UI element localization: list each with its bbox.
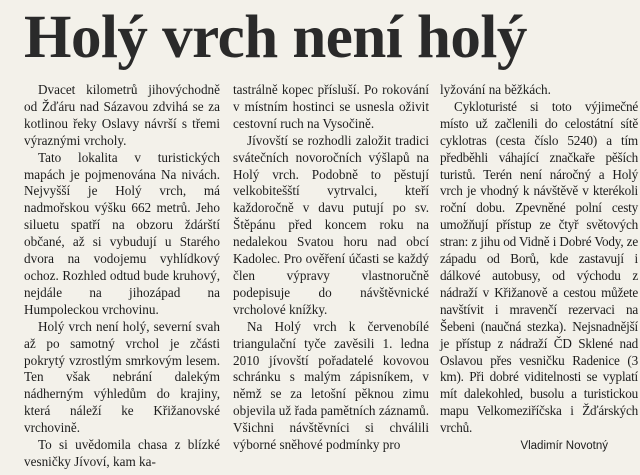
paragraph: lyžování na běžkách. [440, 82, 551, 97]
column-2 [233, 82, 429, 454]
author-byline: Vladimír Novotný [520, 440, 608, 453]
paragraph: Jívovští se rozhodli založit tradici svátečních novoročních výšlapů na Holý vrch. Podobně to pěstují velkobitešští vytrvalci, kteří každoročně v davu putují po sv. Štěpánu před koncem roku na nedalekou Svatou horu nad obcí Kadolec. Pro ověření účasti se každý člen výpravy vlastnoručně podepisuje do návštěvnické vrcholové knížky. [233, 132, 429, 317]
paragraph: Dvacet kilometrů jihovýchodně od Žďáru nad Sázavou zdvihá se za kotlinou řeky Oslavy návrší s třemi výraznými vrcholy. [24, 82, 220, 148]
paragraph: tastrálně kopec přísluší. Po rokování v místním hostinci se usnesla oživit cestovní ruch na Vysočině. [233, 82, 429, 131]
paragraph: Holý vrch není holý, severní svah až po samotný vrchol je zčásti pokrytý vzrostlým smrkovým lesem. Ten však nebrání dalekým nádherným výhledům do krajiny, která náleží ke Křižanovské vrchovině. [24, 318, 220, 436]
column-3 [440, 82, 638, 455]
column-1 [24, 82, 220, 471]
paragraph: Na Holý vrch k červenobílé triangulační tyče zavěsili 1. ledna 2010 jívovští pořadatelé kovovou schránku s malým zápisníkem, v němž se za letošní pěknou zimu objevila už řada pamětních záznamů. Všichni návštěvníci si chválili výborné sněhové podmínky pro [233, 318, 429, 453]
headline: Holý vrch není holý [24, 4, 527, 71]
paragraph: Cykloturisté si toto výjimečné místo už začlenili do celostátní sítě cyklotras (cesta číslo 5240) a tím předběhli váhající značkaře pěších turistů. Terén není náročný a Holý vrch je vhodný k návštěvě v kterékoli roční dobu. Zpevněné polní cesty umožňují přístup ze čtyř světových stran: z jihu od Vidně i Dobré Vody, ze západu od Borů, kde zastavují i dálkové autobusy, od východu z nádraží v Křižanově a cestou můžete navštívit i mravenčí rezervaci na Šebeni (naučná stezka). Nejsnadnější je přístup z nádraží ČD Sklené nad Oslavou přes vesničku Radenice (3 km). Při dobré viditelnosti se vyplatí mít dalekohled, busolu a turistickou mapu Velkomeziříčska i Žďárských vrchů. [440, 98, 638, 436]
paragraph: Tato lokalita v turistických mapách je pojmenována Na nivách. Nejvyšší je Holý vrch, má nadmořskou výšku 662 metrů. Jeho siluetu spatří na obzoru ždárští občané, až si vybudují u Starého dvora na vodojemu vyhlídkový ochoz. Rozhled odtud bude kruhový, nejdále na jihozápad na Humpoleckou vrchovinu. [24, 149, 220, 317]
paragraph: To si uvědomila chasa z blízké vesničky Jívoví, kam ka- [24, 437, 220, 469]
